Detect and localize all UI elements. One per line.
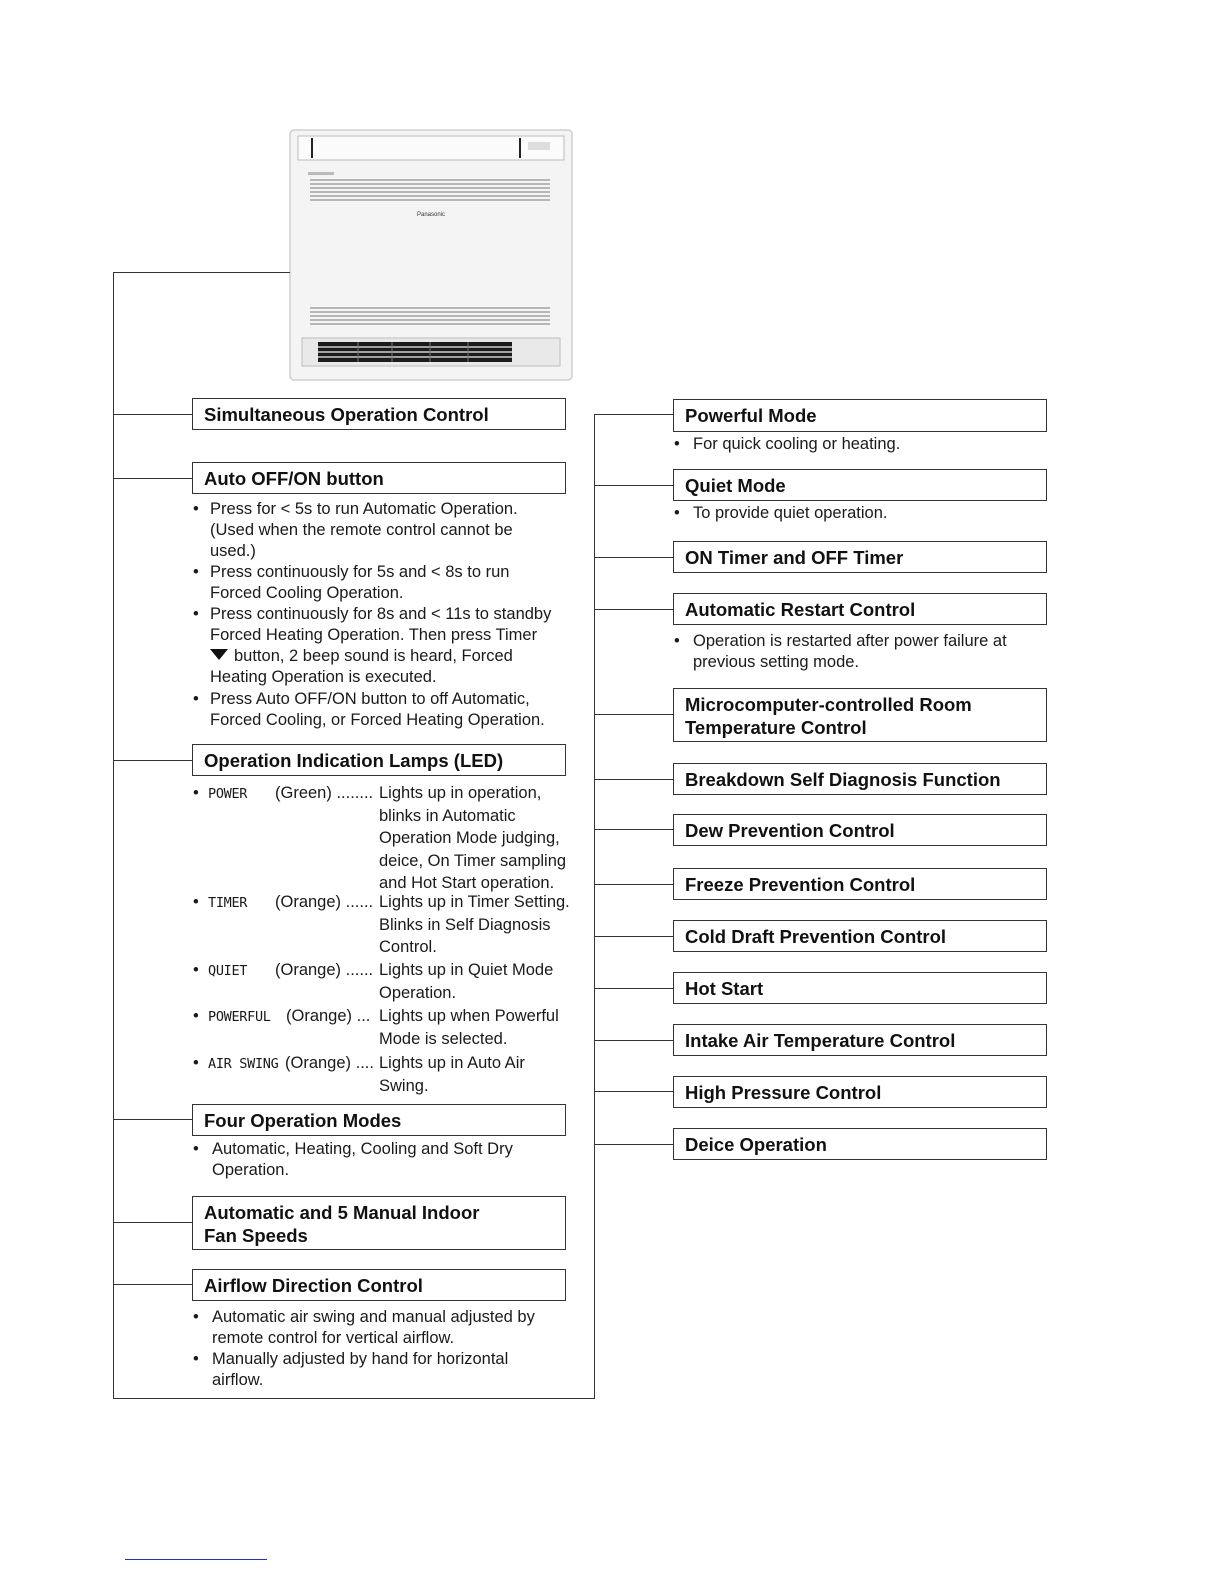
led-title-text: Operation Indication Lamps (LED) — [204, 749, 504, 771]
text-line: Fan Speeds — [204, 1225, 308, 1246]
bullet-marker: • — [193, 563, 199, 581]
led-item-air-swing — [193, 1052, 525, 1095]
bullet-marker: • — [193, 1350, 199, 1368]
text-line: Microcomputer-controlled Room — [685, 694, 972, 715]
connector-simultaneous — [113, 414, 193, 415]
freeze-title-text: Freeze Prevention Control — [685, 873, 916, 895]
hot-start-title — [673, 972, 1047, 1004]
leader-dots: ........ — [336, 784, 374, 802]
text-line: Lights up in Timer Setting. — [379, 893, 570, 911]
text-line: Forced Cooling Operation. — [210, 584, 404, 602]
airflow-title-text: Airflow Direction Control — [204, 1274, 423, 1296]
connector-cold-draft — [594, 936, 674, 937]
deice-title-text: Deice Operation — [685, 1133, 827, 1155]
led-item-powerful — [193, 1005, 559, 1048]
text-line: remote control for vertical airflow. — [212, 1329, 455, 1347]
fan-speeds-title — [192, 1196, 566, 1250]
text-line: Forced Cooling, or Forced Heating Operation. — [210, 711, 545, 729]
bullet-marker: • — [674, 435, 680, 453]
led-item-power — [193, 782, 567, 892]
text-line: Press continuously for 5s and < 8s to run — [210, 563, 510, 581]
down-triangle-icon — [210, 649, 228, 660]
leader-dots: .... — [355, 1054, 374, 1072]
text-line: To provide quiet operation. — [693, 504, 888, 522]
high-pressure-title-text: High Pressure Control — [685, 1081, 882, 1103]
text-line: Lights up when Powerful — [379, 1007, 559, 1025]
timer-title — [673, 541, 1047, 573]
connector-fan-speeds — [113, 1222, 193, 1223]
bullet-marker: • — [674, 504, 680, 522]
indoor-unit-illustration — [288, 128, 574, 384]
led-color: (Green) — [275, 784, 332, 802]
freeze-title — [673, 868, 1047, 900]
led-color: (Orange) — [286, 1007, 353, 1025]
four-modes-title — [192, 1104, 566, 1136]
simultaneous-operation-title — [192, 398, 566, 430]
restart-title-text: Automatic Restart Control — [685, 598, 916, 620]
connector-freeze — [594, 884, 674, 885]
bullet-marker: • — [193, 690, 199, 708]
led-color: (Orange) — [275, 961, 342, 979]
led-name: QUIET — [208, 963, 248, 979]
connector-intake — [594, 1040, 674, 1041]
bracket-bottom-line — [113, 1398, 595, 1399]
led-title — [192, 744, 566, 776]
connector-quiet — [594, 485, 674, 486]
bullet-marker: • — [193, 961, 199, 979]
powerful-title-text: Powerful Mode — [685, 405, 817, 426]
text-line: blinks in Automatic — [379, 806, 516, 825]
airflow-title — [192, 1269, 566, 1301]
text-line: Operation Mode judging, — [379, 829, 560, 847]
text-line: Swing. — [379, 1076, 429, 1095]
leader-dots: ... — [356, 1007, 371, 1025]
leader-dots: ...... — [345, 961, 374, 979]
text-line: deice, On Timer sampling — [379, 851, 567, 870]
intake-title-text: Intake Air Temperature Control — [685, 1029, 956, 1051]
bullet-marker: • — [674, 632, 680, 650]
text-line: Automatic air swing and manual adjusted by — [212, 1308, 535, 1326]
bullet-marker: • — [193, 784, 199, 802]
text-line: button, 2 beep sound is heard, Forced — [234, 647, 513, 665]
connector-led — [113, 760, 193, 761]
text-line: Operation. — [212, 1161, 290, 1179]
bullet-marker: • — [193, 605, 199, 623]
connector-deice — [594, 1144, 674, 1145]
unit-brand-logo: Panasonic — [416, 212, 446, 218]
bullet-marker: • — [193, 1140, 199, 1158]
led-color: (Orange) — [285, 1054, 352, 1072]
connector-airflow — [113, 1284, 193, 1285]
connector-auto-off-on — [113, 478, 193, 479]
leader-dots: ...... — [345, 893, 374, 911]
bullet-marker: • — [193, 893, 199, 911]
connector-powerful — [594, 414, 674, 415]
simultaneous-title-text: Simultaneous Operation Control — [204, 403, 489, 425]
dew-title — [673, 814, 1047, 846]
text-line: Heating Operation is executed. — [210, 668, 437, 686]
four-modes-title-text: Four Operation Modes — [204, 1109, 402, 1131]
cold-draft-title-text: Cold Draft Prevention Control — [685, 925, 947, 947]
text-line: Automatic and 5 Manual Indoor — [204, 1202, 480, 1223]
auto-off-on-title-text: Auto OFF/ON button — [204, 467, 384, 489]
breakdown-title-text: Breakdown Self Diagnosis Function — [685, 768, 1001, 790]
connector-breakdown — [594, 779, 674, 780]
led-color: (Orange) — [275, 893, 342, 911]
timer-title-text: ON Timer and OFF Timer — [685, 546, 904, 568]
text-line: Lights up in operation, — [379, 784, 542, 802]
led-name: POWER — [208, 786, 248, 802]
hot-start-title-text: Hot Start — [685, 977, 764, 999]
right-bracket-line — [594, 414, 595, 1399]
connector-four-modes — [113, 1119, 193, 1120]
quiet-mode-title — [673, 469, 1047, 501]
text-line: previous setting mode. — [693, 653, 860, 671]
powerful-mode-title — [673, 399, 1047, 432]
left-bracket-line — [113, 272, 114, 1399]
connector-high-pressure — [594, 1091, 674, 1092]
bullet-marker: • — [193, 1054, 199, 1072]
led-item-quiet — [193, 959, 554, 1002]
text-line: Blinks in Self Diagnosis — [379, 915, 551, 934]
text-line: used.) — [210, 542, 256, 560]
high-pressure-title — [673, 1076, 1047, 1108]
text-line: Control. — [379, 938, 437, 956]
cold-draft-title — [673, 920, 1047, 952]
led-name: POWERFUL — [208, 1009, 271, 1025]
text-line: Press Auto OFF/ON button to off Automatic, — [210, 690, 530, 708]
breakdown-title — [673, 763, 1047, 795]
text-line: Mode is selected. — [379, 1029, 508, 1048]
text-line: Forced Heating Operation. Then press Timer — [210, 626, 538, 644]
footnote-rule — [125, 1559, 267, 1560]
bullet-marker: • — [193, 500, 199, 518]
restart-title — [673, 593, 1047, 625]
text-line: Press continuously for 8s and < 11s to standby — [210, 605, 552, 623]
intake-title — [673, 1024, 1047, 1056]
connector-restart — [594, 609, 674, 610]
connector-timer — [594, 557, 674, 558]
connector-unit — [113, 272, 290, 273]
text-line: airflow. — [212, 1371, 264, 1389]
text-line: Lights up in Auto Air — [379, 1054, 525, 1072]
led-item-timer — [193, 891, 570, 956]
text-line: Lights up in Quiet Mode — [379, 961, 554, 979]
text-line: Press for < 5s to run Automatic Operation. — [210, 500, 518, 518]
text-line: Temperature Control — [685, 717, 867, 738]
microcomputer-title — [673, 688, 1047, 742]
dew-title-text: Dew Prevention Control — [685, 819, 895, 841]
deice-title — [673, 1128, 1047, 1160]
text-line: Operation. — [379, 983, 457, 1002]
connector-micro — [594, 714, 674, 715]
text-line: Automatic, Heating, Cooling and Soft Dry — [212, 1140, 513, 1158]
text-line: Manually adjusted by hand for horizontal — [212, 1350, 509, 1368]
connector-dew — [594, 829, 674, 830]
quiet-title-text: Quiet Mode — [685, 474, 786, 496]
bullet-marker: • — [193, 1007, 199, 1025]
text-line: and Hot Start operation. — [379, 874, 555, 892]
auto-off-on-title — [192, 462, 566, 494]
text-line: For quick cooling or heating. — [693, 435, 901, 453]
text-line: (Used when the remote control cannot be — [210, 521, 513, 539]
connector-hot-start — [594, 988, 674, 989]
led-name: TIMER — [208, 895, 248, 911]
led-name: AIR SWING — [208, 1056, 279, 1072]
text-line: Operation is restarted after power failure at — [693, 632, 1007, 650]
bullet-marker: • — [193, 1308, 199, 1326]
